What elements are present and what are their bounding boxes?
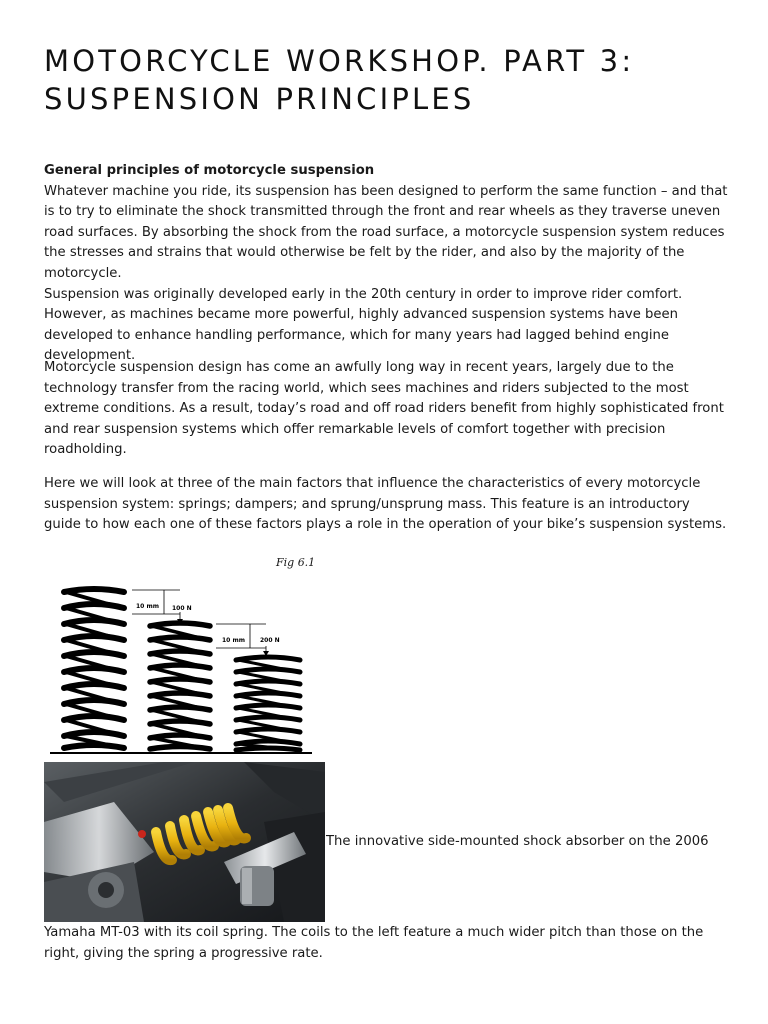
paragraph-4: Here we will look at three of the main factors that influence the characteristics of every motorcycle suspension system: springs; dampers; and sprung/unsprung mass. This feature is an introductory guide to how each one of these factors plays a role in the operation of your bike’s suspension systems. xyxy=(44,476,727,533)
page-title xyxy=(44,42,744,118)
shock-absorber-photo xyxy=(44,762,325,922)
title-line-1: MOTORCYCLE WORKSHOP. PART 3: xyxy=(44,44,635,78)
intro-block xyxy=(44,161,728,367)
title-line-2: SUSPENSION PRINCIPLES xyxy=(44,82,475,116)
spring-uncompressed xyxy=(64,589,124,748)
paragraph-2: Suspension was originally developed early in the 20th century in order to improve rider comfort. However, as machines became more powerful, highly advanced suspension systems have been developed to enhance handling performance, which for many years had lagged behind engine development. xyxy=(44,286,683,364)
figure-caption: Fig 6.1 xyxy=(276,556,316,569)
spring-compressed-100n xyxy=(150,623,210,749)
paragraph-1: Whatever machine you ride, its suspension has been designed to perform the same function – and that is to try to eliminate the shock transmitted through the front and rear wheels as they traverse uneven road surfaces. By absorbing the shock from the road surface, a motorcycle suspension system reduces the stresses and strains that would otherwise be felt by the rider, and also by the majority of the motorcycle. xyxy=(44,183,728,281)
label-100n: 100 N xyxy=(172,605,192,612)
photo-caption-continued: Yamaha MT-03 with its coil spring. The coils to the left feature a much wider pitch than those on the right, giving the spring a progressive rate. xyxy=(44,925,704,961)
label-10mm-a: 10 mm xyxy=(136,603,159,610)
label-10mm-b: 10 mm xyxy=(222,637,245,644)
label-200n: 200 N xyxy=(260,637,280,644)
spring-compression-diagram xyxy=(44,578,316,758)
spring-compressed-200n xyxy=(236,657,300,750)
photo-caption-start: The innovative side-mounted shock absorber on the 2006 xyxy=(326,834,709,849)
section-heading: General principles of motorcycle suspension xyxy=(44,163,375,178)
paragraph-3: Motorcycle suspension design has come an awfully long way in recent years, largely due to the technology transfer from the racing world, which sees machines and riders subjected to the most extreme conditions. As a result, today’s road and off road riders benefit from highly sophisticated front and rear suspension systems which offer remarkable levels of comfort together with precision roadholding. xyxy=(44,360,724,458)
